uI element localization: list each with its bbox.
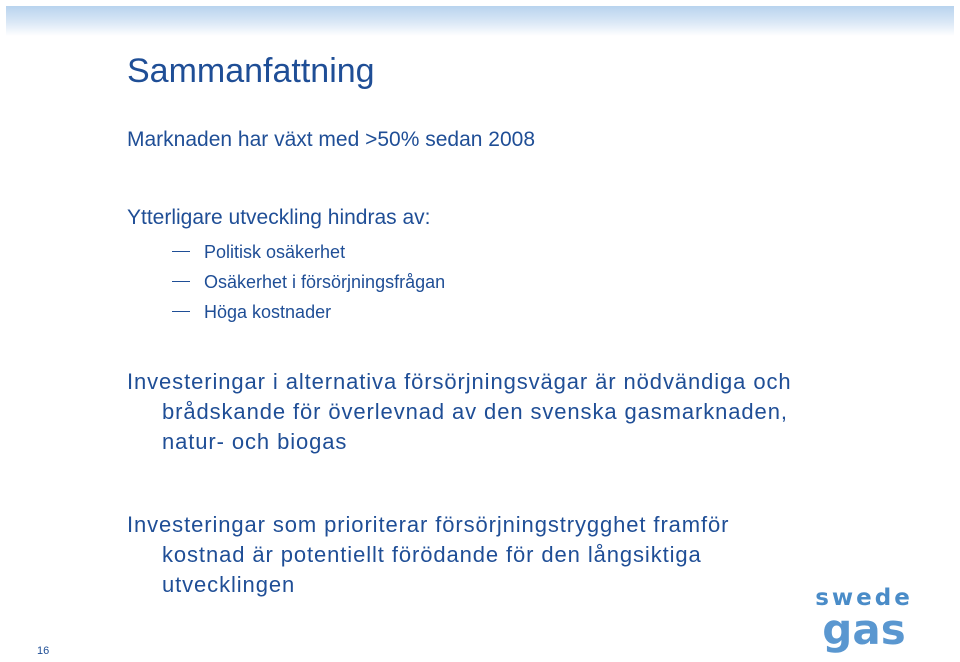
paragraph-line: utvecklingen bbox=[162, 572, 296, 597]
paragraph-line: Investeringar i alternativa försörjningsvägar är nödvändiga och bbox=[127, 369, 792, 394]
investment-priority-paragraph bbox=[127, 510, 847, 600]
list-item bbox=[172, 300, 445, 330]
obstacles-heading: Ytterligare utveckling hindras av: bbox=[127, 206, 431, 229]
header-gradient-band bbox=[6, 6, 954, 36]
paragraph-line: Investeringar som prioriterar försörjningstrygghet framför bbox=[127, 512, 730, 537]
logo-text-swede: swede bbox=[815, 585, 913, 611]
market-growth-text: Marknaden har växt med >50% sedan 2008 bbox=[127, 128, 536, 151]
dash-bullet-icon bbox=[172, 281, 190, 282]
list-item bbox=[172, 270, 445, 300]
investment-alternatives-paragraph bbox=[127, 367, 847, 457]
paragraph-line: kostnad är potentiellt förödande för den långsiktiga bbox=[162, 542, 702, 567]
dash-bullet-icon bbox=[172, 311, 190, 312]
page-number: 16 bbox=[37, 645, 50, 657]
obstacle-text: Osäkerhet i försörjningsfrågan bbox=[204, 272, 446, 292]
list-item bbox=[172, 240, 445, 270]
obstacle-text: Politisk osäkerhet bbox=[204, 242, 346, 262]
obstacle-text: Höga kostnader bbox=[204, 302, 332, 322]
paragraph-line: natur- och biogas bbox=[162, 429, 348, 454]
paragraph-line: brådskande för överlevnad av den svenska gasmarknaden, bbox=[162, 399, 788, 424]
obstacles-list bbox=[172, 240, 445, 330]
logo-text-gas: gas bbox=[822, 605, 906, 654]
slide-title: Sammanfattning bbox=[127, 52, 375, 90]
swedegas-logo bbox=[808, 585, 920, 657]
dash-bullet-icon bbox=[172, 251, 190, 252]
